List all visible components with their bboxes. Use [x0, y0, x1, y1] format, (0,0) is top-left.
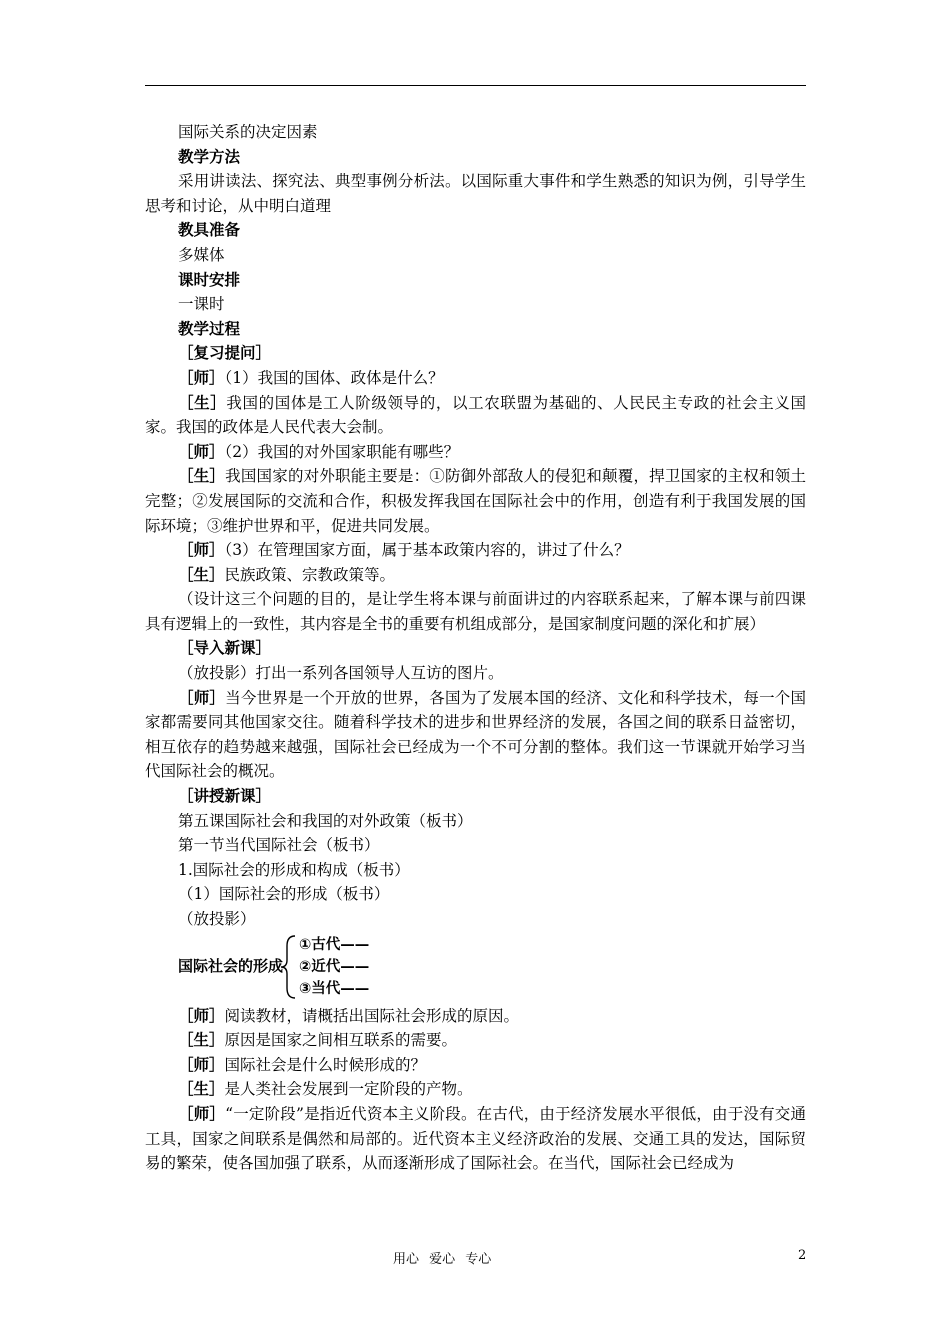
speaker-tag: ［师］ [178, 441, 225, 461]
paragraph-text: （2）我国的对外国家职能有哪些？ [224, 442, 460, 461]
speaker-tag: ［生］ [178, 564, 225, 584]
paragraph-text: 民族政策、宗教政策等。 [224, 565, 396, 584]
speaker-tag: ［师］ [178, 1005, 225, 1025]
paragraph [145, 563, 806, 588]
paragraph [145, 784, 806, 809]
diagram-label: 国际社会的形成 [178, 956, 284, 975]
paragraph-text: 原因是国家之间相互联系的需要。 [224, 1031, 458, 1050]
paragraph-text: 教学方法 [178, 146, 241, 166]
paragraph-text: ［讲授新课］ [178, 786, 272, 806]
speaker-tag: ［师］ [178, 1103, 226, 1123]
paragraph [145, 169, 806, 218]
paragraph-text: （放投影）打出一系列各国领导人互访的图片。 [178, 664, 504, 683]
paragraph [145, 882, 806, 907]
paragraph [145, 218, 806, 243]
speaker-tag: ［师］ [178, 687, 226, 707]
paragraph [145, 1102, 806, 1176]
paragraph-text: 教学过程 [178, 318, 241, 338]
paragraph-text: 第五课国际社会和我国的对外政策（板书） [178, 811, 473, 830]
speaker-tag: ［师］ [178, 540, 225, 560]
document-body [145, 120, 806, 1176]
paragraphs-after-diagram [145, 1004, 806, 1176]
footer-slogan: 用心 爱心 专心 [393, 1252, 492, 1267]
paragraph-text: （放投影） [178, 910, 256, 928]
paragraph [145, 636, 806, 661]
paragraph [145, 120, 806, 145]
paragraph-text: 当今世界是一个开放的世界，各国为了发展本国的经济、文化和科学技术，每一个国家都需要同其他国家交往。随着科学技术的进步和世界经济的发展，各国之间的联系日益密切，相互依存的趋势越来越强，国际社会已经成为一个不可分割的整体。我们这一节课就开始学习当代国际社会的概况。 [145, 688, 806, 781]
diagram-items [299, 934, 369, 1000]
paragraph [145, 1004, 806, 1029]
paragraph-text: “一定阶段”是指近代资本主义阶段。在古代，由于经济发展水平很低，由于没有交通工具，国家之间联系是偶然和局部的。近代资本主义经济政治的发展、交通工具的发达，国际贸易的繁荣，使各国加强了联系，从而逐渐形成了国际社会。在当代，国际社会已经成为 [145, 1104, 806, 1173]
paragraph-text: 我国的国体是工人阶级领导的，以工农联盟为基础的、人民民主专政的社会主义国家。我国的政体是人民代表大会制。 [145, 393, 806, 437]
paragraph-text: 课时安排 [178, 269, 241, 289]
speaker-tag: ［师］ [178, 1054, 225, 1074]
paragraph [145, 243, 806, 268]
paragraph [145, 661, 806, 686]
paragraph-text: ［导入新课］ [178, 638, 272, 658]
paragraph-text: 第一节当代国际社会（板书） [178, 836, 380, 855]
header-rule [145, 85, 806, 86]
paragraph [145, 440, 806, 465]
paragraph [145, 145, 806, 170]
paragraph-text: （设计这三个问题的目的，是让学生将本课与前面讲过的内容联系起来，了解本课与前四课具有逻辑上的一致性，其内容是全书的重要有机组成部分，是国家制度问题的深化和扩展） [145, 590, 806, 633]
speaker-tag: ［生］ [178, 1079, 225, 1099]
paragraph [145, 587, 806, 636]
paragraph [145, 317, 806, 342]
diagram-item-modern: ②近代—— [299, 958, 370, 975]
paragraph [145, 366, 806, 391]
paragraph [145, 907, 806, 932]
paragraph-text: 我国国家的对外职能主要是：①防御外部敌人的侵犯和颠覆，捍卫国家的主权和领土完整；②发展国际的交流和合作，积极发挥我国在国际社会中的作用，创造有利于我国发展的国际环境；③维护世界和平，促进共同发展。 [145, 467, 806, 535]
paragraph-text: 是人类社会发展到一定阶段的产物。 [224, 1080, 473, 1099]
paragraph [145, 1053, 806, 1078]
paragraph [145, 686, 806, 784]
paragraph [145, 1077, 806, 1102]
paragraph [145, 341, 806, 366]
paragraph-text: 一课时 [178, 295, 225, 314]
paragraph [145, 464, 806, 538]
paragraph [145, 292, 806, 317]
paragraph-text: 阅读教材，请概括出国际社会形成的原因。 [224, 1006, 520, 1025]
speaker-tag: ［师］ [178, 367, 225, 387]
paragraph-text: 1.国际社会的形成和构成（板书） [178, 860, 410, 879]
speaker-tag: ［生］ [178, 392, 227, 412]
paragraph [145, 1028, 806, 1053]
brace-icon [279, 934, 297, 1000]
speaker-tag: ［生］ [178, 1030, 225, 1050]
paragraph-text: 国际关系的决定因素 [178, 123, 318, 141]
paragraph [145, 858, 806, 883]
page-number: 2 [798, 1248, 807, 1263]
paragraph [145, 809, 806, 834]
paragraph-text: 国际社会是什么时候形成的？ [224, 1055, 427, 1074]
paragraphs-before-diagram [145, 120, 806, 932]
paragraph-text: （1）我国的国体、政体是什么？ [224, 368, 444, 387]
speaker-tag: ［生］ [178, 466, 226, 486]
paragraph [145, 538, 806, 563]
paragraph-text: 采用讲读法、探究法、典型事例分析法。以国际重大事件和学生熟悉的知识为例，引导学生思考和讨论，从中明白道理 [145, 172, 806, 215]
paragraph-text: （1）国际社会的形成（板书） [178, 885, 390, 904]
diagram-item-ancient: ①古代—— [299, 936, 370, 953]
formation-diagram [145, 934, 806, 998]
paragraph [145, 268, 806, 293]
diagram-item-contemporary: ③当代—— [299, 980, 370, 997]
paragraph-text: 教具准备 [178, 220, 241, 240]
paragraph-text: 多媒体 [178, 245, 225, 264]
paragraph-text: （3）在管理国家方面，属于基本政策内容的，讲过了什么？ [224, 541, 630, 560]
paragraph [145, 391, 806, 440]
paragraph-text: ［复习提问］ [178, 343, 272, 363]
paragraph [145, 833, 806, 858]
